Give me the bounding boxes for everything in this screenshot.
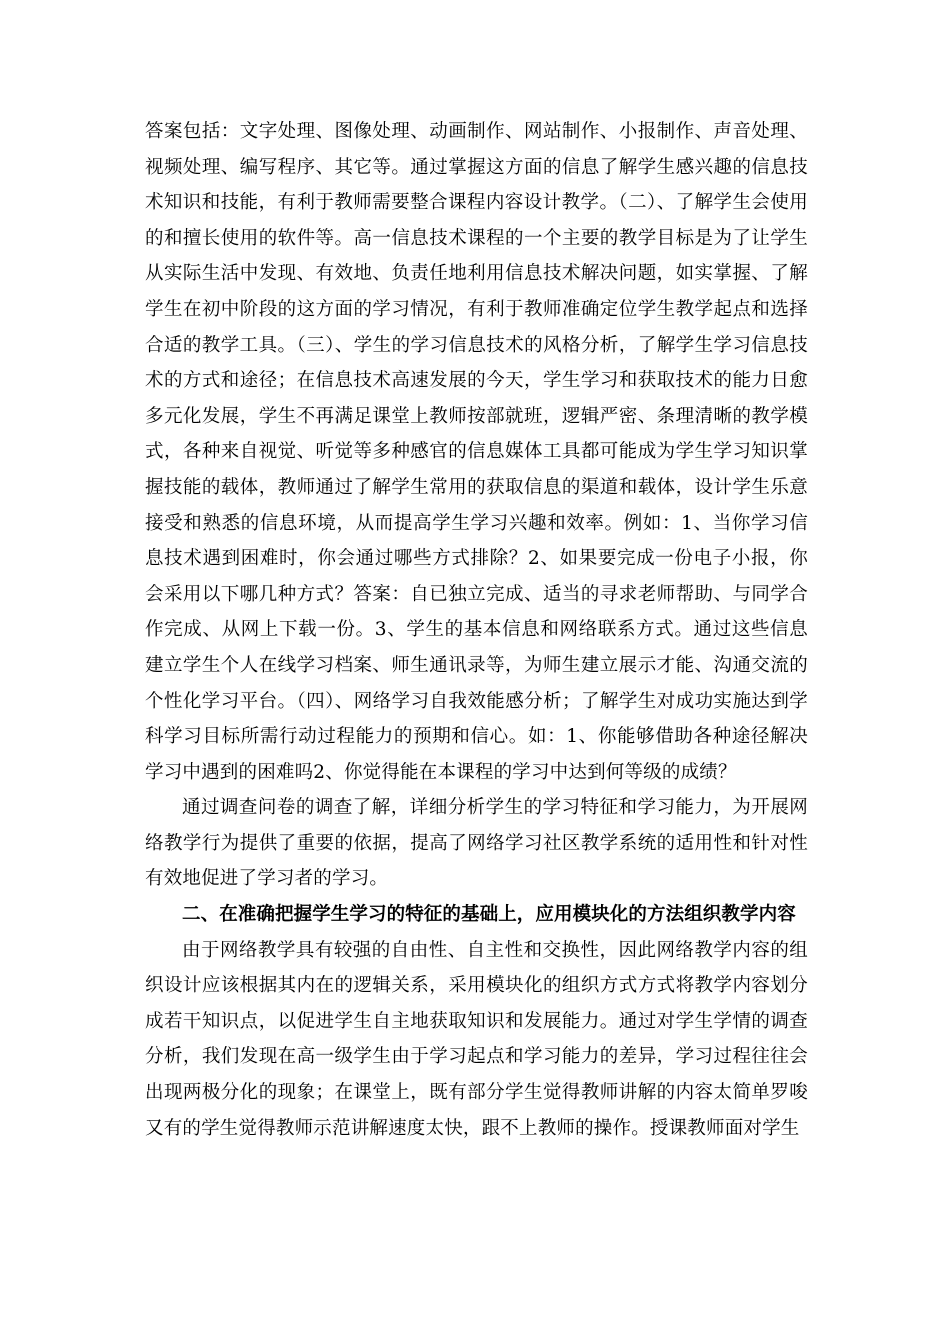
section-heading: 二、在准确把握学生学习的特征的基础上，应用模块化的方法组织教学内容 [182, 904, 796, 926]
body-paragraph-3: 由于网络教学具有较强的自由性、自主性和交换性，因此网络教学内容的组织设计应该根据其内在的逻辑关系，采用模块化的组织方式方式将教学内容划分成若干知识点，以促进学生自主地获取知识和发展能力。通过对学生学情的调查分析，我们发现在高一级学生由于学习起点和学习能力的差异，学习过程往往会出现两极分化的现象；在课堂上，既有部分学生觉得教师讲解的内容太简单罗唆又有的学生觉得教师示范讲解速度太快，跟不上教师的操作。授课教师面对学生 [145, 939, 808, 1139]
body-paragraph-1: 答案包括：文字处理、图像处理、动画制作、网站制作、小报制作、声音处理、视频处理、编写程序、其它等。通过掌握这方面的信息了解学生感兴趣的信息技术知识和技能，有利于教师需要整合课程内容设计教学。（二）、了解学生会使用的和擅长使用的软件等。高一信息技术课程的一个主要的教学目标是为了让学生从实际生活中发现、有效地、负责任地利用信息技术解决问题，如实掌握、了解学生在初中阶段的这方面的学习情况，有利于教师准确定位学生教学起点和选择合适的教学工具。（三）、学生的学习信息技术的风格分析，了解学生学习信息技术的方式和途径；在信息技术高速发展的今天，学生学习和获取技术的能力日愈多元化发展，学生不再满足课堂上教师按部就班，逻辑严密、条理清晰的教学模式，各种来自视觉、听觉等多种感官的信息媒体工具都可能成为学生学习知识掌握技能的载体，教师通过了解学生常用的获取信息的渠道和载体，设计学生乐意接受和熟悉的信息环境，从而提高学生学习兴趣和效率。例如：1、当你学习信息技术遇到困难时，你会通过哪些方式排除？2、如果要完成一份电子小报，你会采用以下哪几种方式？答案：自已独立完成、适当的寻求老师帮助、与同学合作完成、从网上下载一份。3、学生的基本信息和网络联系方式。通过这些信息建立学生个人在线学习档案、师生通讯录等，为师生建立展示才能、沟通交流的个性化学习平台。（四）、网络学习自我效能感分析；了解学生对成功实施达到学科学习目标所需行动过程能力的预期和信心。如：1、你能够借助各种途径解决学习中遇到的困难吗2、你觉得能在本课程的学习中达到何等级的成绩？ [145, 121, 808, 783]
body-paragraph-2: 通过调查问卷的调查了解，详细分析学生的学习特征和学习能力，为开展网络教学行为提供了重要的依据，提高了网络学习社区教学系统的适用性和针对性有效地促进了学习者的学习。 [145, 797, 808, 890]
document-page [145, 114, 808, 1146]
